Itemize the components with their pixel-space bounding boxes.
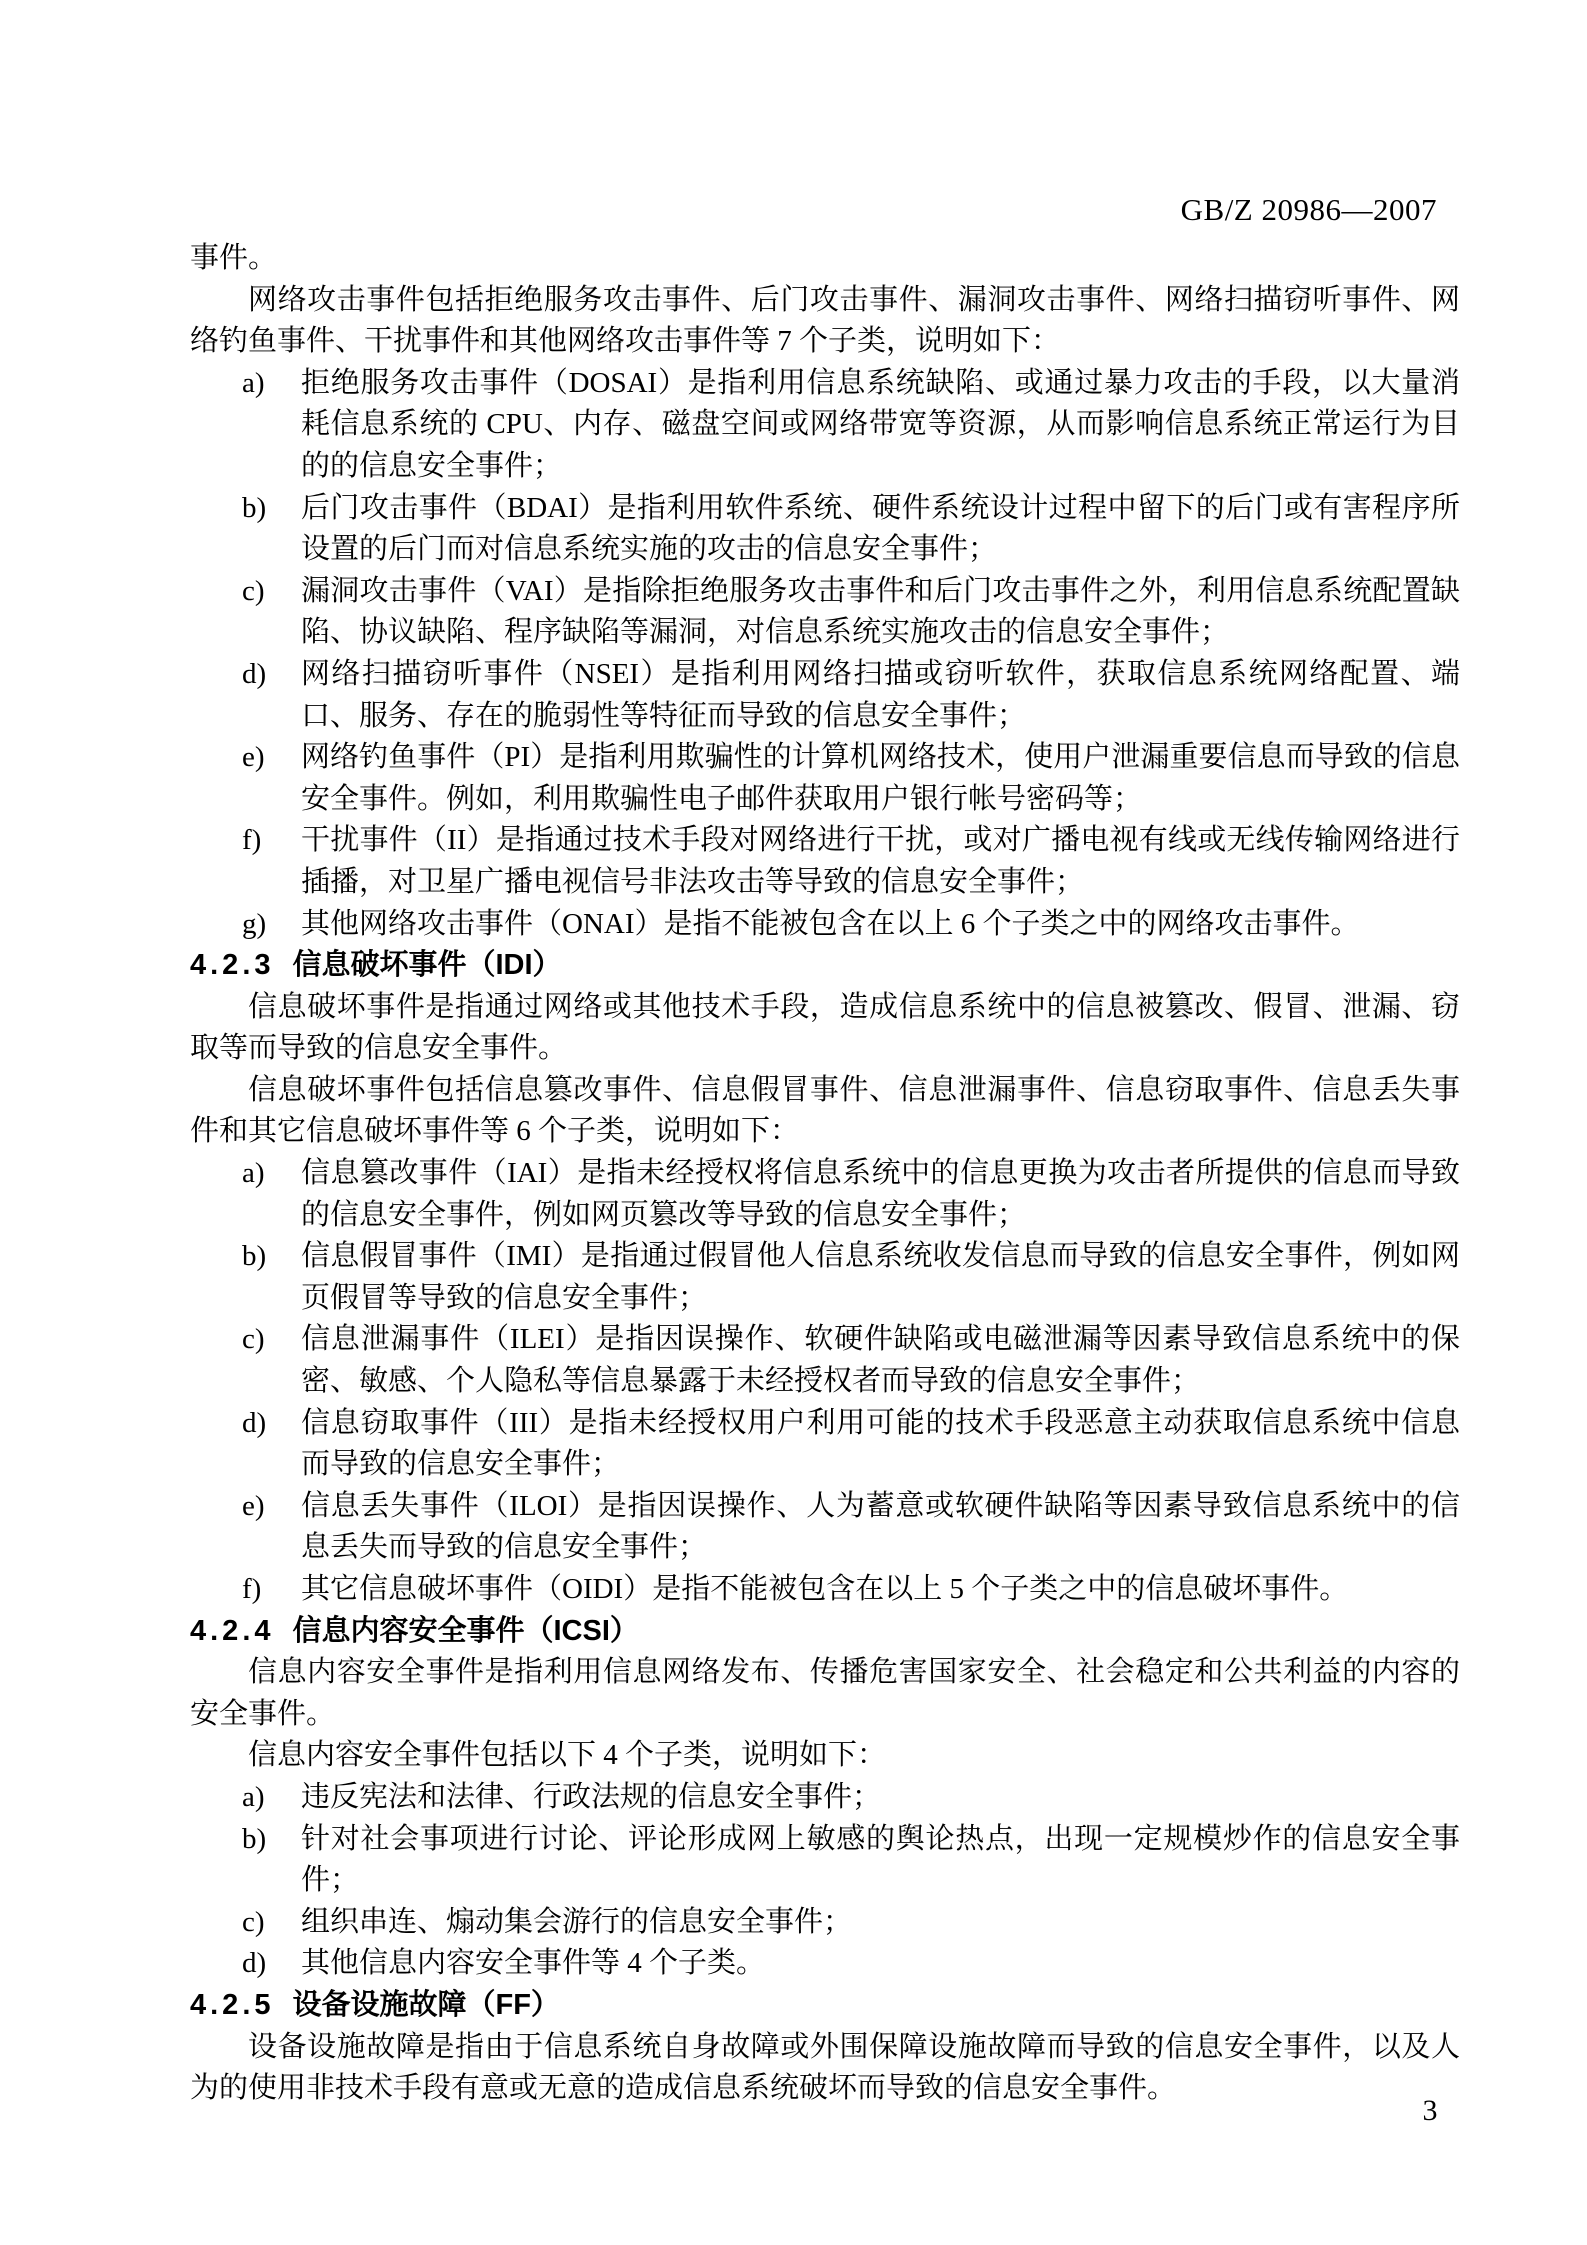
- section-heading: [190, 945, 1460, 987]
- list-item-text: 针对社会事项进行讨论、评论形成网上敏感的舆论热点，出现一定规模炒作的信息安全事件；: [301, 1822, 1460, 1897]
- list-item: [190, 571, 1460, 654]
- list-item-text: 其他网络攻击事件（ONAI）是指不能被包含在以上 6 个子类之中的网络攻击事件。: [301, 907, 1360, 940]
- paragraph: 信息破坏事件包括信息篡改事件、信息假冒事件、信息泄漏事件、信息窃取事件、信息丢失事件和其它信息破坏事件等 6 个子类，说明如下：: [190, 1073, 1460, 1148]
- list-item-label: b): [242, 1822, 267, 1855]
- list-item: [190, 488, 1460, 571]
- list-item: [190, 1902, 1460, 1944]
- list-item: [190, 1153, 1460, 1236]
- section-title: 信息内容安全事件（ICSI）: [292, 1614, 639, 1647]
- page-body: [190, 238, 1460, 2110]
- list-item-label: d): [242, 657, 267, 690]
- list-item-text: 网络扫描窃听事件（NSEI）是指利用网络扫描或窃听软件，获取信息系统网络配置、端口、服务、存在的脆弱性等特征而导致的信息安全事件；: [301, 657, 1460, 732]
- list-item-label: e): [242, 741, 265, 774]
- section-title: 设备设施故障（FF）: [292, 1988, 560, 2021]
- list-item-text: 信息篡改事件（IAI）是指未经授权将信息系统中的信息更换为攻击者所提供的信息而导致的信息安全事件，例如网页篡改等导致的信息安全事件；: [301, 1157, 1460, 1231]
- section-title: 信息破坏事件（IDI）: [292, 949, 562, 982]
- list-item: [190, 820, 1460, 903]
- list-item: [190, 1777, 1460, 1819]
- section-number: 4.2.4: [190, 1614, 275, 1647]
- list-item-label: f): [242, 824, 262, 857]
- list-item-text: 漏洞攻击事件（VAI）是指除拒绝服务攻击事件和后门攻击事件之外，利用信息系统配置缺陷、协议缺陷、程序缺陷等漏洞，对信息系统实施攻击的信息安全事件；: [301, 574, 1460, 649]
- list-item-text: 信息窃取事件（III）是指未经授权用户利用可能的技术手段恶意主动获取信息系统中信息而导致的信息安全事件；: [301, 1406, 1460, 1481]
- list-item-label: a): [242, 366, 265, 399]
- list-item-label: e): [242, 1489, 265, 1522]
- paragraph: 设备设施故障是指由于信息系统自身故障或外围保障设施故障而导致的信息安全事件，以及人为的使用非技术手段有意或无意的造成信息系统破坏而导致的信息安全事件。: [190, 2030, 1460, 2105]
- section-number: 4.2.3: [190, 949, 275, 982]
- list-item-label: b): [242, 1240, 267, 1273]
- paragraph: 信息内容安全事件是指利用信息网络发布、传播危害国家安全、社会稳定和公共利益的内容的安全事件。: [190, 1656, 1460, 1730]
- list-item: [190, 1819, 1460, 1902]
- standard-number-header: GB/Z 20986—2007: [1180, 192, 1437, 227]
- list-item-label: d): [242, 1406, 267, 1439]
- list-item-text: 网络钓鱼事件（PI）是指利用欺骗性的计算机网络技术，使用户泄漏重要信息而导致的信息安全事件。例如，利用欺骗性电子邮件获取用户银行帐号密码等；: [301, 741, 1460, 815]
- list-item: [190, 654, 1460, 737]
- list-item-text: 后门攻击事件（BDAI）是指利用软件系统、硬件系统设计过程中留下的后门或有害程序所设置的后门而对信息系统实施的攻击的信息安全事件；: [301, 491, 1460, 566]
- list-item-label: b): [242, 491, 267, 524]
- list-item: [190, 1569, 1460, 1611]
- list-item-text: 信息泄漏事件（ILEI）是指因误操作、软硬件缺陷或电磁泄漏等因素导致信息系统中的保密、敏感、个人隐私等信息暴露于未经授权者而导致的信息安全事件；: [301, 1323, 1460, 1398]
- list-item-label: f): [242, 1573, 262, 1605]
- list-item-label: c): [242, 574, 265, 607]
- section-heading: [190, 1611, 1460, 1653]
- list-item-label: d): [242, 1947, 267, 1980]
- list-item: [190, 363, 1460, 488]
- list-item-label: a): [242, 1780, 265, 1813]
- list-item-label: c): [242, 1323, 265, 1356]
- page-number: 3: [1422, 2094, 1438, 2127]
- list-item-text: 其它信息破坏事件（OIDI）是指不能被包含在以上 5 个子类之中的信息破坏事件。: [301, 1573, 1349, 1605]
- list-item-label: g): [242, 907, 267, 940]
- list-item-label: a): [242, 1157, 265, 1190]
- list-item-text: 干扰事件（II）是指通过技术手段对网络进行干扰，或对广播电视有线或无线传输网络进行插播，对卫星广播电视信号非法攻击等导致的信息安全事件；: [301, 824, 1460, 898]
- paragraph: 信息破坏事件是指通过网络或其他技术手段，造成信息系统中的信息被篡改、假冒、泄漏、窃取等而导致的信息安全事件。: [190, 990, 1460, 1065]
- list-item: [190, 737, 1460, 820]
- list-item-text: 拒绝服务攻击事件（DOSAI）是指利用信息系统缺陷、或通过暴力攻击的手段，以大量消耗信息系统的 CPU、内存、磁盘空间或网络带宽等资源，从而影响信息系统正常运行为目的的信息安全事件；: [301, 366, 1460, 482]
- section-number: 4.2.5: [190, 1988, 275, 2021]
- list-item-text: 信息假冒事件（IMI）是指通过假冒他人信息系统收发信息而导致的信息安全事件，例如网页假冒等导致的信息安全事件；: [301, 1240, 1460, 1314]
- list-item: [190, 1943, 1460, 1985]
- section-heading: [190, 1985, 1460, 2027]
- list-item-text: 违反宪法和法律、行政法规的信息安全事件；: [301, 1780, 882, 1813]
- paragraph: 事件。: [190, 242, 278, 274]
- list-item-text: 其他信息内容安全事件等 4 个子类。: [301, 1947, 766, 1980]
- list-item-label: c): [242, 1905, 265, 1938]
- list-item-text: 组织串连、煽动集会游行的信息安全事件；: [301, 1905, 853, 1938]
- list-item: [190, 1236, 1460, 1319]
- list-item: [190, 1403, 1460, 1486]
- list-item-text: 信息丢失事件（ILOI）是指因误操作、人为蓄意或软硬件缺陷等因素导致信息系统中的信息丢失而导致的信息安全事件；: [301, 1489, 1460, 1564]
- paragraph: 网络攻击事件包括拒绝服务攻击事件、后门攻击事件、漏洞攻击事件、网络扫描窃听事件、网络钓鱼事件、干扰事件和其他网络攻击事件等 7 个子类，说明如下：: [190, 283, 1460, 358]
- list-item: [190, 904, 1460, 946]
- list-item: [190, 1486, 1460, 1569]
- list-item: [190, 1319, 1460, 1402]
- paragraph: 信息内容安全事件包括以下 4 个子类，说明如下：: [248, 1739, 887, 1772]
